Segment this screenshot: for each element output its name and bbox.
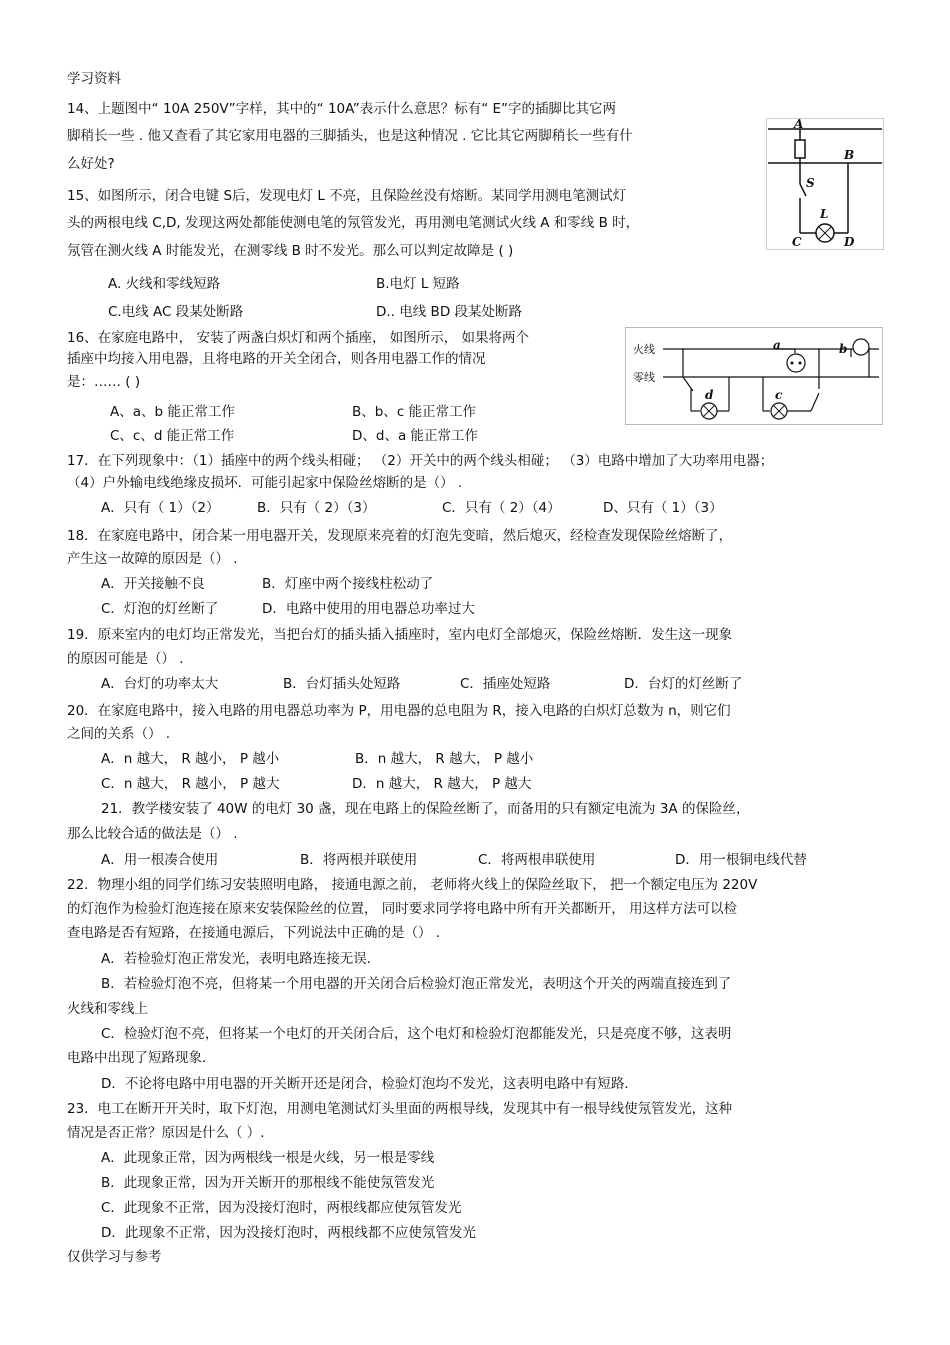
q22-line-3: 查电路是否有短路，在接通电源后，下列说法中正确的是（） . <box>67 925 441 941</box>
label-a: a <box>773 338 781 352</box>
q17-option-b: B．只有（ 2）（3） <box>257 500 376 516</box>
q22-option-b-line-2: 火线和零线上 <box>67 1001 148 1017</box>
q19-option-a: A．台灯的功率太大 <box>101 676 219 692</box>
page-footer: 仅供学习与参考 <box>67 1249 162 1265</box>
label-s: S <box>806 176 815 190</box>
q20-option-a: A．n 越大， R 越小， P 越小 <box>101 751 280 767</box>
q21-line-1: 21．教学楼安装了 40W 的电灯 30 盏，现在电路上的保险丝断了，而备用的只有额定电流为 3A 的保险丝， <box>101 801 750 817</box>
label-c: c <box>775 388 783 402</box>
q19-option-b: B．台灯插头处短路 <box>283 676 401 692</box>
q21-option-b: B．将两根并联使用 <box>300 852 418 868</box>
q20-line-1: 20．在家庭电路中，接入电路的用电器总功率为 P，用电器的总电阻为 R，接入电路的白炽灯总数为 n，则它们 <box>67 703 731 719</box>
label-d: d <box>705 388 714 402</box>
q17-option-d: D、只有（ 1）（3） <box>603 500 723 516</box>
q16-option-b: B、b、c 能正常工作 <box>352 404 477 420</box>
q22-option-c-line-2: 电路中出现了短路现象． <box>67 1050 216 1066</box>
q18-line-1: 18．在家庭电路中，闭合某一用电器开关，发现原来亮着的灯泡先变暗，然后熄灭，经检查发现保险丝熔断了， <box>67 528 733 544</box>
q14-line-1: 14、上题图中“ 10A 250V”字样，其中的“ 10A”表示什么意思？标有“ E”字的插脚比其它两 <box>67 101 616 117</box>
q18-option-a: A．开关接触不良 <box>101 576 205 592</box>
q20-option-c: C．n 越大， R 越小， P 越大 <box>101 776 280 792</box>
q22-option-b-line-1: B．若检验灯泡不亮，但将某一个用电器的开关闭合后检验灯泡正常发光，表明这个开关的两端直接连到了 <box>101 976 732 992</box>
q18-line-2: 产生这一故障的原因是（） . <box>67 551 238 567</box>
q23-option-d: D．此现象不正常，因为没接灯泡时，两根线都不应使氖管发光 <box>101 1225 476 1241</box>
q16-option-c: C、c、d 能正常工作 <box>110 428 235 444</box>
label-b: b <box>839 342 848 356</box>
socket-b-symbol <box>853 339 869 355</box>
fuse-symbol <box>795 140 805 158</box>
q22-line-1: 22．物理小组的同学们练习安装照明电路， 接通电源之前， 老师将火线上的保险丝取下， 把一个额定电压为 220V <box>67 877 758 893</box>
q23-line-1: 23．电工在断开开关时，取下灯泡，用测电笔测试灯头里面的两根导线，发现其中有一根导线使氖管发光，这种 <box>67 1101 733 1117</box>
q14-line-2: 脚稍长一些 . 他又查看了其它家用电器的三脚插头，也是这种情况 . 它比其它两脚稍长一些有什 <box>67 128 633 144</box>
q17-line-1: 17．在下列现象中：（1）插座中的两个线头相碰； （2）开关中的两个线头相碰； （3）电路中增加了大功率用电器； <box>67 453 774 469</box>
label-c: C <box>792 235 802 249</box>
q15-circuit-diagram <box>766 118 884 250</box>
label-l: L <box>820 207 829 221</box>
q23-option-a: A．此现象正常，因为两根线一根是火线，另一根是零线 <box>101 1150 435 1166</box>
label-b: B <box>844 148 855 162</box>
q15-line-2: 头的两根电线 C,D, 发现这两处都能使测电笔的氖管发光，再用测电笔测试火线 A 和零线 B 时， <box>67 215 640 231</box>
q15-option-a: A. 火线和零线短路 <box>108 276 221 292</box>
q19-line-2: 的原因可能是（） . <box>67 651 184 667</box>
label-d: D <box>844 235 855 249</box>
q17-option-a: A．只有（ 1）（2） <box>101 500 220 516</box>
q18-option-b: B．灯座中两个接线柱松动了 <box>262 576 434 592</box>
q18-option-d: D．电路中使用的用电器总功率过大 <box>262 601 475 617</box>
q15-option-d: D.. 电线 BD 段某处断路 <box>376 304 523 320</box>
q23-option-b: B．此现象正常，因为开关断开的那根线不能使氖管发光 <box>101 1175 435 1191</box>
q14-line-3: 么好处? <box>67 156 115 172</box>
q23-line-2: 情况是否正常？原因是什么（ ）. <box>67 1125 265 1141</box>
q22-line-2: 的灯泡作为检验灯泡连接在原来安装保险丝的位置， 同时要求同学将电路中所有开关都断开， 用这样方法可以检 <box>67 901 738 917</box>
q22-option-d: D．不论将电路中用电器的开关断开还是闭合，检验灯泡均不发光，这表明电路中有短路． <box>101 1076 638 1092</box>
q21-option-a: A．用一根凑合使用 <box>101 852 219 868</box>
q21-option-d: D．用一根铜电线代替 <box>675 852 807 868</box>
q18-option-c: C．灯泡的灯丝断了 <box>101 601 219 617</box>
label-neutral-wire: 零线 <box>633 371 655 384</box>
q23-option-c: C．此现象不正常，因为没接灯泡时，两根线都应使氖管发光 <box>101 1200 462 1216</box>
q16-option-d: D、d、a 能正常工作 <box>352 428 479 444</box>
q20-line-2: 之间的关系（） . <box>67 726 171 742</box>
q16-line-3: 是：…… ( ) <box>67 374 141 390</box>
q22-option-c-line-1: C．检验灯泡不亮，但将某一个电灯的开关闭合后，这个电灯和检验灯泡都能发光，只是亮度不够，这表明 <box>101 1026 732 1042</box>
q16-line-2: 插座中均接入用电器，且将电路的开关全闭合，则各用电器工作的情况 <box>67 351 486 367</box>
label-a: A <box>794 118 804 131</box>
q19-option-c: C．插座处短路 <box>460 676 551 692</box>
page-header: 学习资料 <box>67 71 121 87</box>
q22-option-a: A．若检验灯泡正常发光，表明电路连接无误． <box>101 951 381 967</box>
q16-circuit-diagram <box>625 327 883 425</box>
q19-line-1: 19．原来室内的电灯均正常发光，当把台灯的插头插入插座时，室内电灯全部熄灭，保险丝熔断．发生这一现象 <box>67 627 733 643</box>
q21-option-c: C．将两根串联使用 <box>478 852 596 868</box>
q15-option-c: C.电线 AC 段某处断路 <box>108 304 244 320</box>
label-live-wire: 火线 <box>633 343 655 356</box>
q17-option-c: C．只有（ 2）（4） <box>442 500 561 516</box>
socket-a-symbol <box>787 354 805 372</box>
q15-line-3: 氖管在测火线 A 时能发光，在测零线 B 时不发光。那么可以判定故障是 ( ) <box>67 243 514 259</box>
q15-line-1: 15、如图所示，闭合电键 S后，发现电灯 L 不亮，且保险丝没有熔断。某同学用测电笔测试灯 <box>67 188 627 204</box>
q16-option-a: A、a、b 能正常工作 <box>110 404 235 420</box>
q15-option-b: B.电灯 L 短路 <box>376 276 460 292</box>
q19-option-d: D．台灯的灯丝断了 <box>624 676 743 692</box>
q21-line-2: 那么比较合适的做法是（） . <box>67 826 238 842</box>
q20-option-b: B．n 越大， R 越大， P 越小 <box>355 751 534 767</box>
q17-line-2: （4）户外输电线绝缘皮损坏．可能引起家中保险丝熔断的是（） . <box>67 475 463 491</box>
q20-option-d: D．n 越大， R 越大， P 越大 <box>352 776 532 792</box>
q16-line-1: 16、在家庭电路中， 安装了两盏白炽灯和两个插座， 如图所示， 如果将两个 <box>67 330 530 346</box>
